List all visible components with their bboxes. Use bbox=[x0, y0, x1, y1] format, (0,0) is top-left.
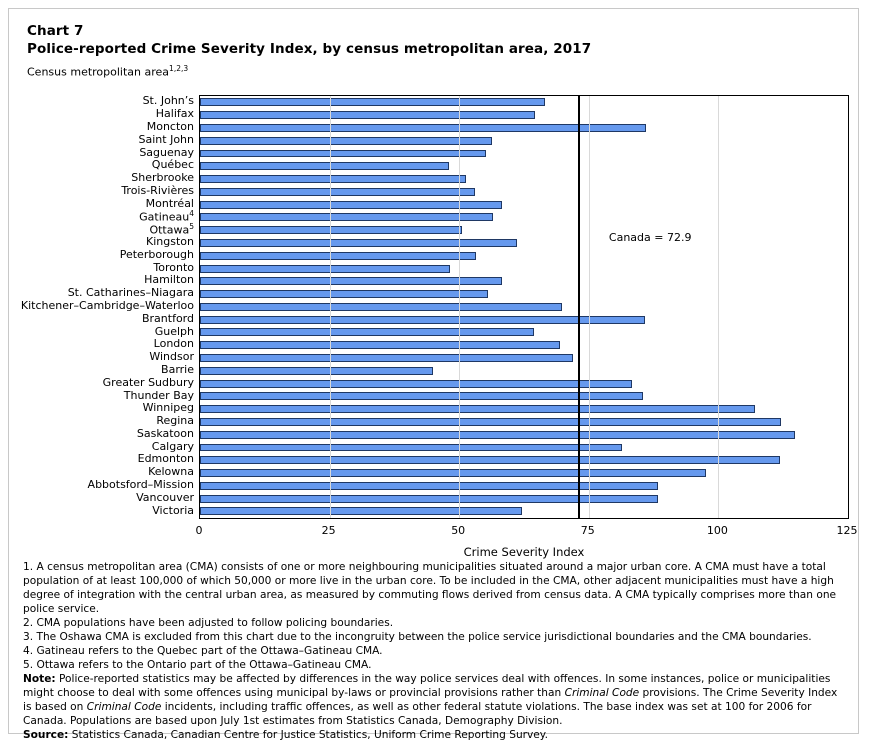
bar-row bbox=[200, 262, 848, 275]
category-label bbox=[137, 428, 194, 439]
bar-row bbox=[200, 479, 848, 492]
canada-reference-label: Canada = 72.9 bbox=[608, 230, 692, 244]
note-italic-1: Criminal Code bbox=[564, 686, 640, 699]
category-label-text: Saskatoon bbox=[136, 426, 194, 440]
x-tick-label: 25 bbox=[321, 524, 336, 537]
gridline bbox=[330, 96, 331, 518]
category-label-text: Montréal bbox=[145, 196, 194, 210]
category-label bbox=[146, 198, 194, 209]
y-axis-heading-text: Census metropolitan area bbox=[27, 65, 170, 79]
bar-row bbox=[200, 416, 848, 429]
category-label-text: Barrie bbox=[161, 362, 194, 376]
category-label-text: Kelowna bbox=[148, 465, 194, 479]
chart-number: Chart 7 bbox=[27, 23, 84, 39]
category-label bbox=[154, 338, 194, 349]
bar bbox=[200, 456, 780, 464]
y-axis-heading-footnote-markers: 1,2,3 bbox=[169, 64, 189, 73]
category-label-text: Toronto bbox=[153, 260, 194, 274]
category-label-text: St. Catharines–Niagara bbox=[67, 286, 194, 300]
bar bbox=[200, 392, 643, 400]
bar-row bbox=[200, 275, 848, 288]
bar-row bbox=[200, 122, 848, 135]
category-label-text: Vancouver bbox=[136, 490, 194, 504]
bar-row bbox=[200, 441, 848, 454]
x-tick-label: 50 bbox=[451, 524, 466, 537]
category-label-text: Kitchener–Cambridge–Waterloo bbox=[20, 299, 194, 312]
source-label: Source: bbox=[23, 728, 69, 741]
x-axis-title: Crime Severity Index bbox=[463, 545, 585, 559]
footnote-3: 3. The Oshawa CMA is excluded from this chart due to the incongruity between the police service jurisdictional boundaries and the CMA boundaries. bbox=[23, 630, 812, 643]
footnote-4: 4. Gatineau refers to the Quebec part of the Ottawa–Gatineau CMA. bbox=[23, 644, 383, 657]
category-label-text: Thunder Bay bbox=[123, 388, 194, 402]
bar bbox=[200, 431, 795, 439]
bar bbox=[200, 226, 462, 234]
bar bbox=[200, 175, 466, 183]
category-label bbox=[143, 402, 194, 413]
bar-row bbox=[200, 288, 848, 301]
category-label-text: Regina bbox=[156, 414, 194, 428]
category-label-text: Ottawa bbox=[149, 223, 190, 237]
gridline bbox=[459, 96, 460, 518]
category-label bbox=[149, 223, 194, 236]
category-label-text: Guelph bbox=[154, 324, 194, 338]
category-label-text: Moncton bbox=[146, 119, 194, 133]
bar-row bbox=[200, 237, 848, 250]
category-label bbox=[155, 326, 194, 337]
bar-row bbox=[200, 339, 848, 352]
category-label bbox=[124, 390, 194, 401]
category-label bbox=[139, 134, 194, 145]
bar-row bbox=[200, 185, 848, 198]
bar bbox=[200, 303, 562, 311]
category-label bbox=[143, 95, 194, 106]
bar-row bbox=[200, 301, 848, 314]
category-label-text: Peterborough bbox=[119, 247, 194, 261]
category-label bbox=[147, 121, 194, 132]
note-text-3: incidents, including traffic offences, as well as other federal statute violations. The base index was set at 100 for 2006 for Canada. Populations are based upon July 1st estimates from Statistics Canada, Demography Division. bbox=[23, 700, 812, 727]
bar-row bbox=[200, 454, 848, 467]
bar bbox=[200, 405, 755, 413]
category-label bbox=[21, 300, 194, 311]
source-paragraph bbox=[23, 729, 849, 742]
canada-reference-line bbox=[578, 96, 580, 518]
bar-row bbox=[200, 467, 848, 480]
category-label bbox=[120, 249, 194, 260]
bar-row bbox=[200, 505, 848, 518]
plot-area bbox=[199, 95, 849, 519]
bar bbox=[200, 418, 781, 426]
bar-row bbox=[200, 428, 848, 441]
page-title: Police-reported Crime Severity Index, by census metropolitan area, 2017 bbox=[27, 41, 592, 57]
category-label-footnote-marker: 5 bbox=[189, 222, 194, 232]
category-label bbox=[139, 147, 194, 158]
bar-rows bbox=[200, 96, 848, 518]
bar bbox=[200, 150, 486, 158]
category-label-text: Victoria bbox=[152, 503, 194, 517]
bar bbox=[200, 265, 450, 273]
bar bbox=[200, 188, 475, 196]
bar-row bbox=[200, 134, 848, 147]
bar bbox=[200, 239, 517, 247]
category-label bbox=[121, 185, 194, 196]
bar-row bbox=[200, 352, 848, 365]
bar bbox=[200, 354, 573, 362]
category-label-text: Saguenay bbox=[139, 145, 194, 159]
note-text-2: provisions. The Crime Severity Index is based on bbox=[23, 686, 838, 713]
bar-row bbox=[200, 96, 848, 109]
category-label bbox=[103, 377, 194, 388]
bar bbox=[200, 469, 706, 477]
bar-row bbox=[200, 198, 848, 211]
category-label bbox=[144, 274, 194, 285]
bar bbox=[200, 341, 560, 349]
bar bbox=[200, 290, 488, 298]
category-label-text: Sherbrooke bbox=[131, 171, 194, 185]
bar bbox=[200, 444, 622, 452]
bar bbox=[200, 201, 502, 209]
category-label bbox=[146, 236, 194, 247]
note-paragraph bbox=[23, 673, 849, 729]
category-label-text: Windsor bbox=[149, 350, 194, 364]
category-label-text: Brantford bbox=[141, 311, 194, 325]
category-label bbox=[138, 453, 194, 464]
category-label-text: Winnipeg bbox=[142, 401, 194, 415]
bar-row bbox=[200, 211, 848, 224]
category-label-text: London bbox=[153, 337, 194, 351]
gridline bbox=[718, 96, 719, 518]
category-label-text: Gatineau bbox=[139, 211, 190, 225]
x-tick-label: 125 bbox=[836, 524, 858, 537]
category-label-text: Hamilton bbox=[144, 273, 194, 287]
category-label bbox=[161, 364, 194, 375]
category-label bbox=[149, 351, 194, 362]
category-label bbox=[136, 492, 194, 503]
bar-row bbox=[200, 390, 848, 403]
note-text-1: Police-reported statistics may be affected by differences in the way police services deal with offences. In some instances, police or municipalities might choose to deal with some offences using municipal by-laws or provincial provisions rather than bbox=[23, 672, 831, 699]
category-label bbox=[152, 441, 194, 452]
category-label-footnote-marker: 4 bbox=[189, 209, 194, 219]
gridline bbox=[589, 96, 590, 518]
bar bbox=[200, 252, 476, 260]
bar bbox=[200, 277, 502, 285]
bar-row bbox=[200, 313, 848, 326]
footnotes-block bbox=[23, 561, 849, 742]
category-label bbox=[131, 172, 194, 183]
note-italic-2: Criminal Code bbox=[86, 700, 162, 713]
plot-wrapper bbox=[9, 87, 860, 557]
bar-row bbox=[200, 173, 848, 186]
category-label bbox=[68, 287, 194, 298]
bar bbox=[200, 380, 632, 388]
x-tick-label: 75 bbox=[580, 524, 595, 537]
category-label-text: Calgary bbox=[151, 439, 194, 453]
category-label-text: Québec bbox=[151, 158, 194, 172]
category-label bbox=[142, 313, 194, 324]
chart-frame bbox=[8, 8, 859, 741]
bar bbox=[200, 367, 433, 375]
bar-row bbox=[200, 109, 848, 122]
category-axis-labels bbox=[9, 95, 197, 519]
bar bbox=[200, 328, 534, 336]
category-label bbox=[139, 210, 194, 223]
x-tick-label: 0 bbox=[195, 524, 203, 537]
bar bbox=[200, 162, 449, 170]
category-label-text: Halifax bbox=[155, 107, 194, 121]
category-label bbox=[156, 415, 194, 426]
category-label bbox=[88, 479, 194, 490]
bar-row bbox=[200, 326, 848, 339]
category-label-text: St. John’s bbox=[142, 94, 194, 108]
category-label-text: Greater Sudbury bbox=[102, 375, 194, 389]
footnote-2: 2. CMA populations have been adjusted to follow policing boundaries. bbox=[23, 616, 394, 629]
bar-row bbox=[200, 147, 848, 160]
bar-row bbox=[200, 224, 848, 237]
category-label-text: Kingston bbox=[146, 235, 194, 249]
footnote-1: 1. A census metropolitan area (CMA) consists of one or more neighbouring municipalities situated around a major urban core. A CMA must have a total population of at least 100,000 of which 50,000 or more live in the urban core. To be included in the CMA, other adjacent municipalities must have a high degree of integration with the central urban area, as measured by commuting flows derived from census data. A CMA typically comprises more than one police service. bbox=[23, 561, 837, 615]
bar bbox=[200, 213, 493, 221]
bar bbox=[200, 111, 535, 119]
footnote-5: 5. Ottawa refers to the Ontario part of the Ottawa–Gatineau CMA. bbox=[23, 658, 372, 671]
y-axis-heading bbox=[27, 64, 188, 79]
source-text: Statistics Canada, Canadian Centre for Justice Statistics, Uniform Crime Reporting Survey. bbox=[68, 728, 548, 741]
bar-row bbox=[200, 492, 848, 505]
category-label bbox=[156, 108, 194, 119]
category-label-text: Saint John bbox=[138, 132, 194, 146]
bar-row bbox=[200, 160, 848, 173]
bar-row bbox=[200, 377, 848, 390]
bar-row bbox=[200, 403, 848, 416]
category-label bbox=[148, 466, 194, 477]
bar bbox=[200, 98, 545, 106]
category-label bbox=[152, 505, 194, 516]
category-label bbox=[153, 262, 194, 273]
category-label bbox=[152, 159, 194, 170]
bar bbox=[200, 507, 522, 515]
x-tick-label: 100 bbox=[706, 524, 728, 537]
category-label-text: Abbotsford–Mission bbox=[87, 478, 194, 492]
bar-row bbox=[200, 364, 848, 377]
note-label: Note: bbox=[23, 672, 56, 685]
bar bbox=[200, 137, 492, 145]
bar-row bbox=[200, 249, 848, 262]
category-label-text: Edmonton bbox=[137, 452, 194, 466]
category-label-text: Trois-Rivières bbox=[121, 183, 194, 197]
